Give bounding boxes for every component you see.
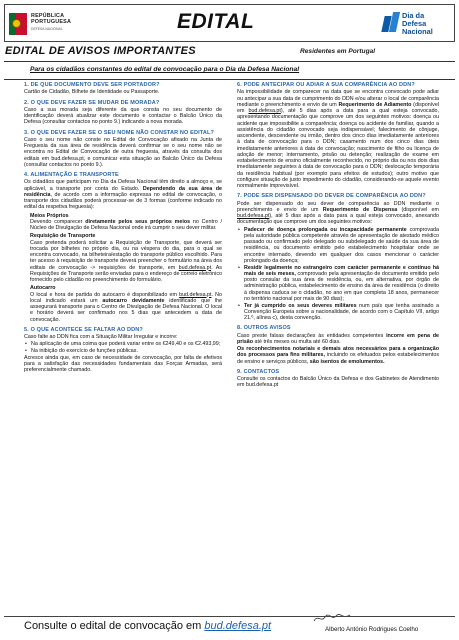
banner-title: EDITAL DE AVISOS IMPORTANTES xyxy=(5,45,196,57)
right-column xyxy=(237,82,439,393)
page-title: EDITAL xyxy=(177,10,255,33)
portugal-flag-icon xyxy=(9,13,27,35)
divider xyxy=(4,61,455,62)
section-1: 1. DE QUE DOCUMENTO DEVE SER PORTADOR? Cartão de Cidadão, Bilhete de Identidade ou Passaporte. xyxy=(24,82,160,96)
bud-link[interactable]: bud.defesa.pt xyxy=(178,264,212,271)
signer-name: Alberto António Rodrigues Coelho xyxy=(325,626,419,633)
footer-text: Consulte o edital de convocação em bud.defesa.pt xyxy=(24,620,272,632)
penalties-list xyxy=(24,341,222,354)
divider xyxy=(4,79,455,80)
defesa-nacional-small: DEFESA NACIONAL xyxy=(31,27,63,31)
left-column xyxy=(24,82,222,378)
requisicao-label: Requisição de Transporte xyxy=(30,233,96,240)
signature-scribble xyxy=(312,612,352,624)
footer-divider xyxy=(4,616,455,617)
dispensa-list xyxy=(237,227,439,322)
list-item: • Residir legalmente no estrangeiro com carácter permanente e contínuo há mais de seis meses, comprovado pela apresentação de documento emitido pelo posto consular da sua área de residência, ou, em alternativa, por órgão de administração pública, estabelecimento de ensino da área de residência (o direito à dispensa caduca se o cidadão, no ano em que completa 18 anos, permanecer no território nacional por mais de 90 dias); xyxy=(237,265,439,303)
section-8: 8. OUTROS AVISOS Caso preste falsas declarações às entidades competentes incorre em pena de prisão até três meses ou multa até 60 dias. Os reconhecimentos notariais e demais atos necessários para a organização dos processos para fins militares, incluindo os efetuados pelos estabelecimentos de ensino e serviços públicos, são isentos de emolumentos. xyxy=(237,325,439,365)
list-item: • Padecer de doença prolongada ou incapacidade permanente comprovada pela autoridade pública competente através de apresentação de atestado médico passado ou confirmado pelo delegado ou subdelegado de saúde da sua área de residência, ou documento emitido pelo estabelecimento hospitalar onde se encontre internado, devendo em qualquer dos casos mencionar o carácter prolongado da doença; xyxy=(237,227,439,265)
section-9: 9. CONTACTOS Consulte os contactos do Balcão Único da Defesa e dos Gabinetes de Atendimento em bud.defesa.pt xyxy=(237,368,439,389)
subtitle: Para os cidadãos constantes do edital de convocação para o Dia da Defesa Nacional xyxy=(30,66,300,73)
list-item: • Ter já cumprido os seus deveres militares num país que tenha assinado a Convenção Europeia sobre a nacionalidade, de acordo com o Capítulo VII, artigo 21.º, alínea c), desta convenção. xyxy=(237,303,439,322)
section-2: 2. O QUE DEVE FAZER SE MUDAR DE MORADA? Caso a sua morada seja diferente da que consta no seu documento de identificação deverá atualizar este documento e contactar o Balcão Único da Defesa (consultar contactos no ponto 9.) indicando a nova morada. xyxy=(24,99,222,126)
dia-da-defesa-nacional-logo: Dia da Defesa Nacional xyxy=(383,10,455,40)
list-item: • Na aplicação de uma coima que poderá variar entre os €249,40 e os €2.493,99; xyxy=(24,341,222,347)
republica-portuguesa-logo xyxy=(9,11,79,39)
autocarro-label: Autocarro xyxy=(30,285,56,292)
bud-link[interactable]: bud.defesa.pt xyxy=(237,213,270,219)
section-7: 7. PODE SER DISPENSADO DO DEVER DE COMPARÊNCIA AO DDN? Pode ser dispensado do seu dever de comparência ao DDN mediante o preenchimento e envio de um Requerimento de Dispensa (disponível em bud.defesa.pt), até 5 dias após a data para a qual esteja convocado, anexando documentação que comprove um dos seguintes motivos: • Padecer de doença prolongada ou incapacidade permanente comprovada pela autoridade pública competente através de apresentação de atestado médico passado ou confirmado pelo delegado ou subdelegado de saúde da sua área de residência, ou documento emitido pelo estabelecimento hospitalar onde se encontre internado, devendo em qualquer dos casos mencionar o carácter prolongado da doença; • Residir legalmente no estrangeiro com carácter permanente e contínuo há mais de seis meses, comprovado pela apresentação de documento emitido pelo posto consular da sua área de residência, ou, em alternativa, por órgão de administração pública, estabelecimento de ensino da área de residência (o direito à dispensa caduca se o cidadão, no ano em que completa 18 anos, permanecer no território nacional por mais de 90 dias); • Ter já cumprido os seus deveres militares num país que tenha assinado a Convenção Europeia sobre a nacionalidade, de acordo com o Capítulo VII, artigo 21.º, alínea c), desta convenção. xyxy=(237,193,439,321)
section-4: 4. ALIMENTAÇÃO E TRANSPORTE Os cidadãos que participam no Dia da Defesa Nacional têm direito a almoço e, se aplicável, a transporte por conta do Estado. Dependendo da sua área de residência, de acordo com a informação expressa no edital de convocação, o transporte dos cidadãos poderá processar-se de 3 formas (conforme indicado no edital da respetiva freguesia): Meios Próprios Devendo comparecer diretamente pelos seus próprios meios no Centro / Núcleo de Divulgação de Defesa Nacional onde irá cumprir o seu dever militar. Requisição de Transporte Caso pretenda poderá solicitar a Requisição de Transporte, que deverá ser trocada por bilhetes no próprio dia, ou na véspera do dia, para o qual se encontra convocado, na bilheteira/estação do transporte público escolhido. Para ter acesso à requisição de transporte deverá preencher o formulário na área dos editais de convocação -> requisições de transporte, em bud.defesa.pt. As Requisições de Transporte serão enviadas para o endereço de correio eletrónico fornecido pelo cidadão no preenchimento do formulário. Autocarro O local e hora de partida do autocarro é disponibilizado em bud.defesa.pt. No local indicado estará um autocarro devidamente identificado que lhe assegurará transporte para o Centro de Divulgação de Defesa Nacional. O local e horário deverá ser confirmado nos 5 dias que antecedem a data de convocação. xyxy=(24,172,223,323)
section-5: 5. O QUE ACONTECE SE FALTAR AO DDN? Caso falte ao DDN fica com a Situação Militar Irregular e incorre: • Na aplicação de uma coima que poderá variar entre os €249,40 e os €2.493,99; • Na inibição do exercício de funções públicas. Acresce ainda que, em caso de necessidade de convocação, por falta de efetivos para a satisfação das necessidades fundamentais das Forças Armadas, será preferencialmente chamado. xyxy=(24,327,222,374)
list-item: • Na inibição do exercício de funções públicas. xyxy=(24,348,222,354)
bud-link[interactable]: bud.defesa.pt xyxy=(179,291,212,298)
audience-label: Residentes em Portugal xyxy=(300,48,376,55)
republica-label: REPÚBLICA PORTUGUESA xyxy=(31,13,72,26)
footer-link[interactable]: bud.defesa.pt xyxy=(204,620,272,632)
meios-proprios-label: Meios Próprios xyxy=(30,212,69,219)
header-bar xyxy=(4,4,455,42)
ddn-mark-icon xyxy=(383,12,399,34)
section-6: 6. PODE ANTECIPAR OU ADIAR A SUA COMPARÊNCIA AO DDN? Na impossibilidade de comparecer na data que se encontra convocado pode adiar ou antecipar a sua data de cumprimento do DDN e/ou alterar o local de comparência mediante o preenchimento e envio de um Requerimento de Adiamento (disponível em bud.defesa.pt), até 5 dias após a data para a qual esteja convocado, apresentando documentação que comprove um dos seguintes motivos: doença ou acidente que impossibilite a comparência; doença ou acidente de familiar, quando a assistência do cidadão convocado seja indispensável; falecimento de cônjuge, ascendente, descendente ou irmão, dentro dos cinco dias imediatamente anteriores à data de convocação para o DDN; casamento num dos cinco dias úteis imediatamente anteriores à data de convocação; nascimento de filho ou licença de adoção de menor; internamento, prisão ou detenção; realização de exame em estabelecimento de ensino oficialmente reconhecido, no próprio dia ou nos dois dias imediatamente seguintes à data de convocação para o DDN; deslocação temporária da residência habitual (por exemplo para efeitos de estudos); outro motivo que configure situação de justo impedimento do cidadão, considerando-se aquele evento normalmente imprevisível. xyxy=(237,82,440,189)
bud-link[interactable]: bud.defesa.pt xyxy=(248,108,281,114)
section-3: 3. O QUE DEVE FAZER SE O SEU NOME NÃO CONSTAR NO EDITAL? Caso o seu nome não conste no Edital de Convocação afixado na Junta de Freguesia da sua área de residência deverá confirmar se o seu nome não se encontra no Edital de Convocação de outra freguesia, através da consulta dos editais em bud.defesa.pt, e comunicar esta situação ao Balcão Único da Defesa (consultar contactos no ponto 9.). xyxy=(24,129,222,168)
